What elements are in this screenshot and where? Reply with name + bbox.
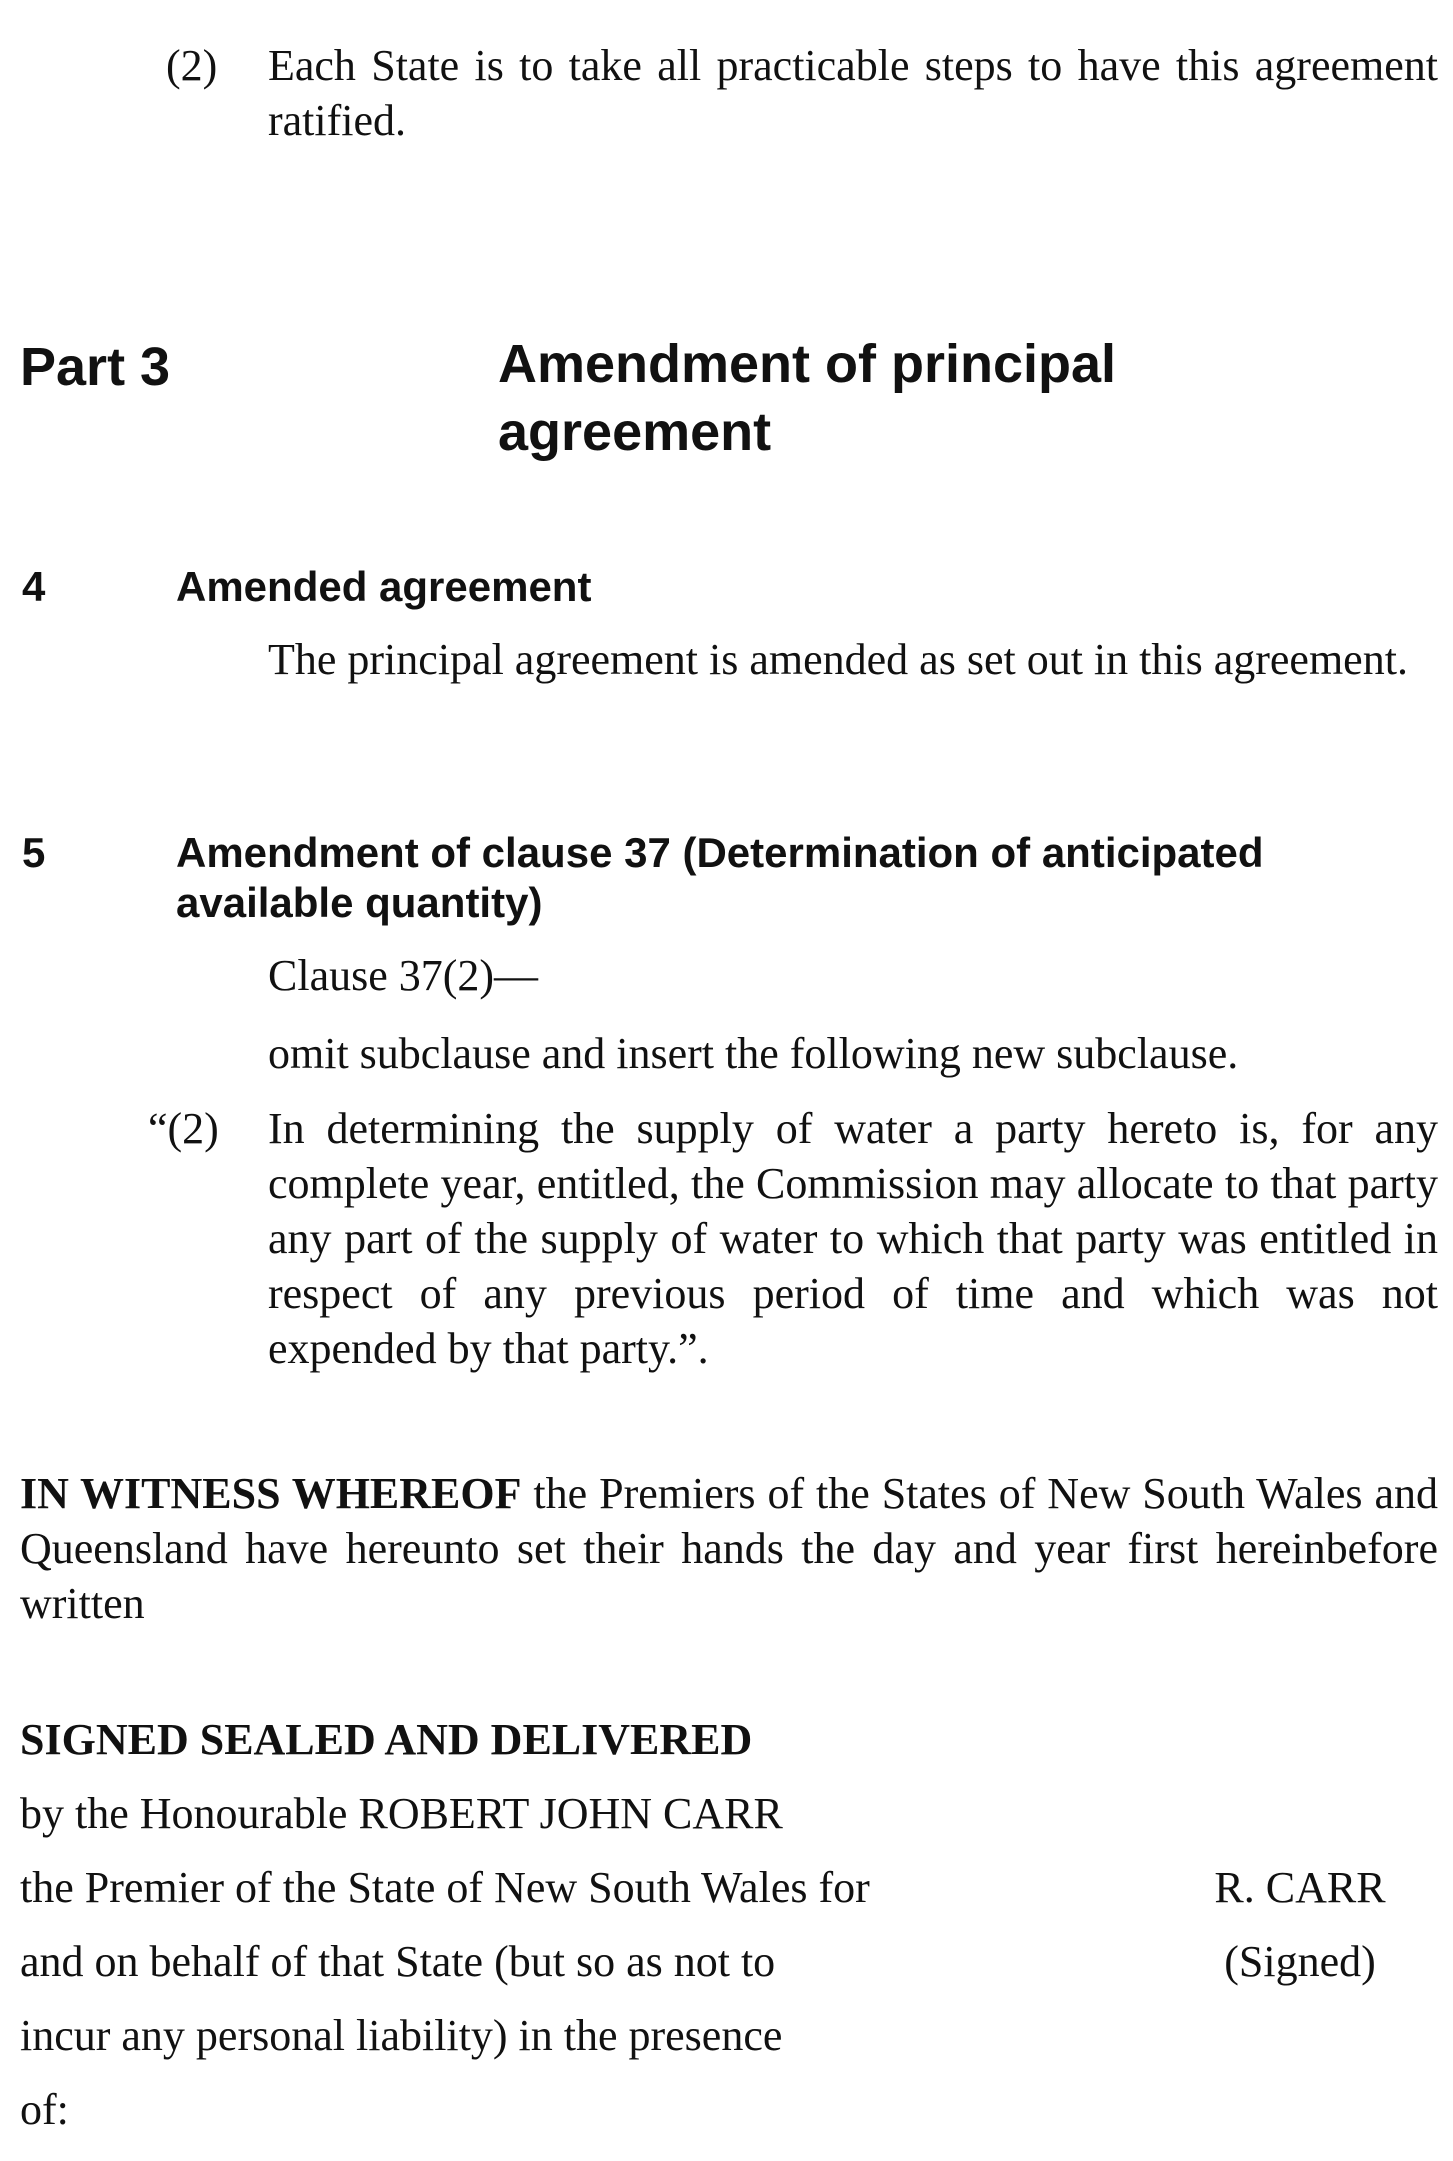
section-5-clause-ref: Clause 37(2)— xyxy=(268,951,539,1000)
part-title: Amendment of principal agreement xyxy=(498,334,1117,462)
signature-line-1: by the Honourable ROBERT JOHN CARR xyxy=(20,1789,783,1838)
signed-note: (Signed) xyxy=(1224,1937,1376,1986)
section-4-body: The principal agreement is amended as set out in this agreement. xyxy=(268,635,1408,684)
signature-line-4: incur any personal liability) in the presence xyxy=(20,2011,783,2060)
witness-lead: IN WITNESS WHEREOF xyxy=(20,1469,522,1518)
section-5-heading: Amendment of clause 37 (Determination of anticipated available quantity) xyxy=(176,829,1264,926)
signature-heading: SIGNED SEALED AND DELIVERED xyxy=(20,1715,753,1764)
signature-line-3: and on behalf of that State (but so as not to xyxy=(20,1937,776,1986)
section-4-heading: Amended agreement xyxy=(176,563,592,610)
witness-clause xyxy=(20,1466,1438,1631)
new-subclause-label: “(2) xyxy=(148,1104,219,1153)
subclause-2-label: (2) xyxy=(166,41,218,90)
new-subclause-text: In determining the supply of water a party hereto is, for any complete year, entitled, the Commission may allocate to that party any part of the supply of water to which that party was entitled in respect of any previous period of time and which was not expended by that party.”. xyxy=(268,1104,1438,1373)
part-label: Part 3 xyxy=(20,337,171,397)
subclause-2-text: Each State is to take all practicable steps to have this agreement ratified. xyxy=(268,41,1438,145)
section-4-number: 4 xyxy=(22,563,46,610)
section-5-instruction: omit subclause and insert the following new subclause. xyxy=(268,1029,1239,1078)
section-5-number: 5 xyxy=(22,829,46,876)
signature-line-5: of: xyxy=(20,2085,69,2134)
witness-text: the Premiers of the States of New South Wales and Queensland have hereunto set their hands the day and year first hereinbefore written xyxy=(20,1469,1438,1628)
signatory-name: R. CARR xyxy=(1214,1863,1386,1912)
signature-line-2: the Premier of the State of New South Wales for xyxy=(20,1863,870,1912)
